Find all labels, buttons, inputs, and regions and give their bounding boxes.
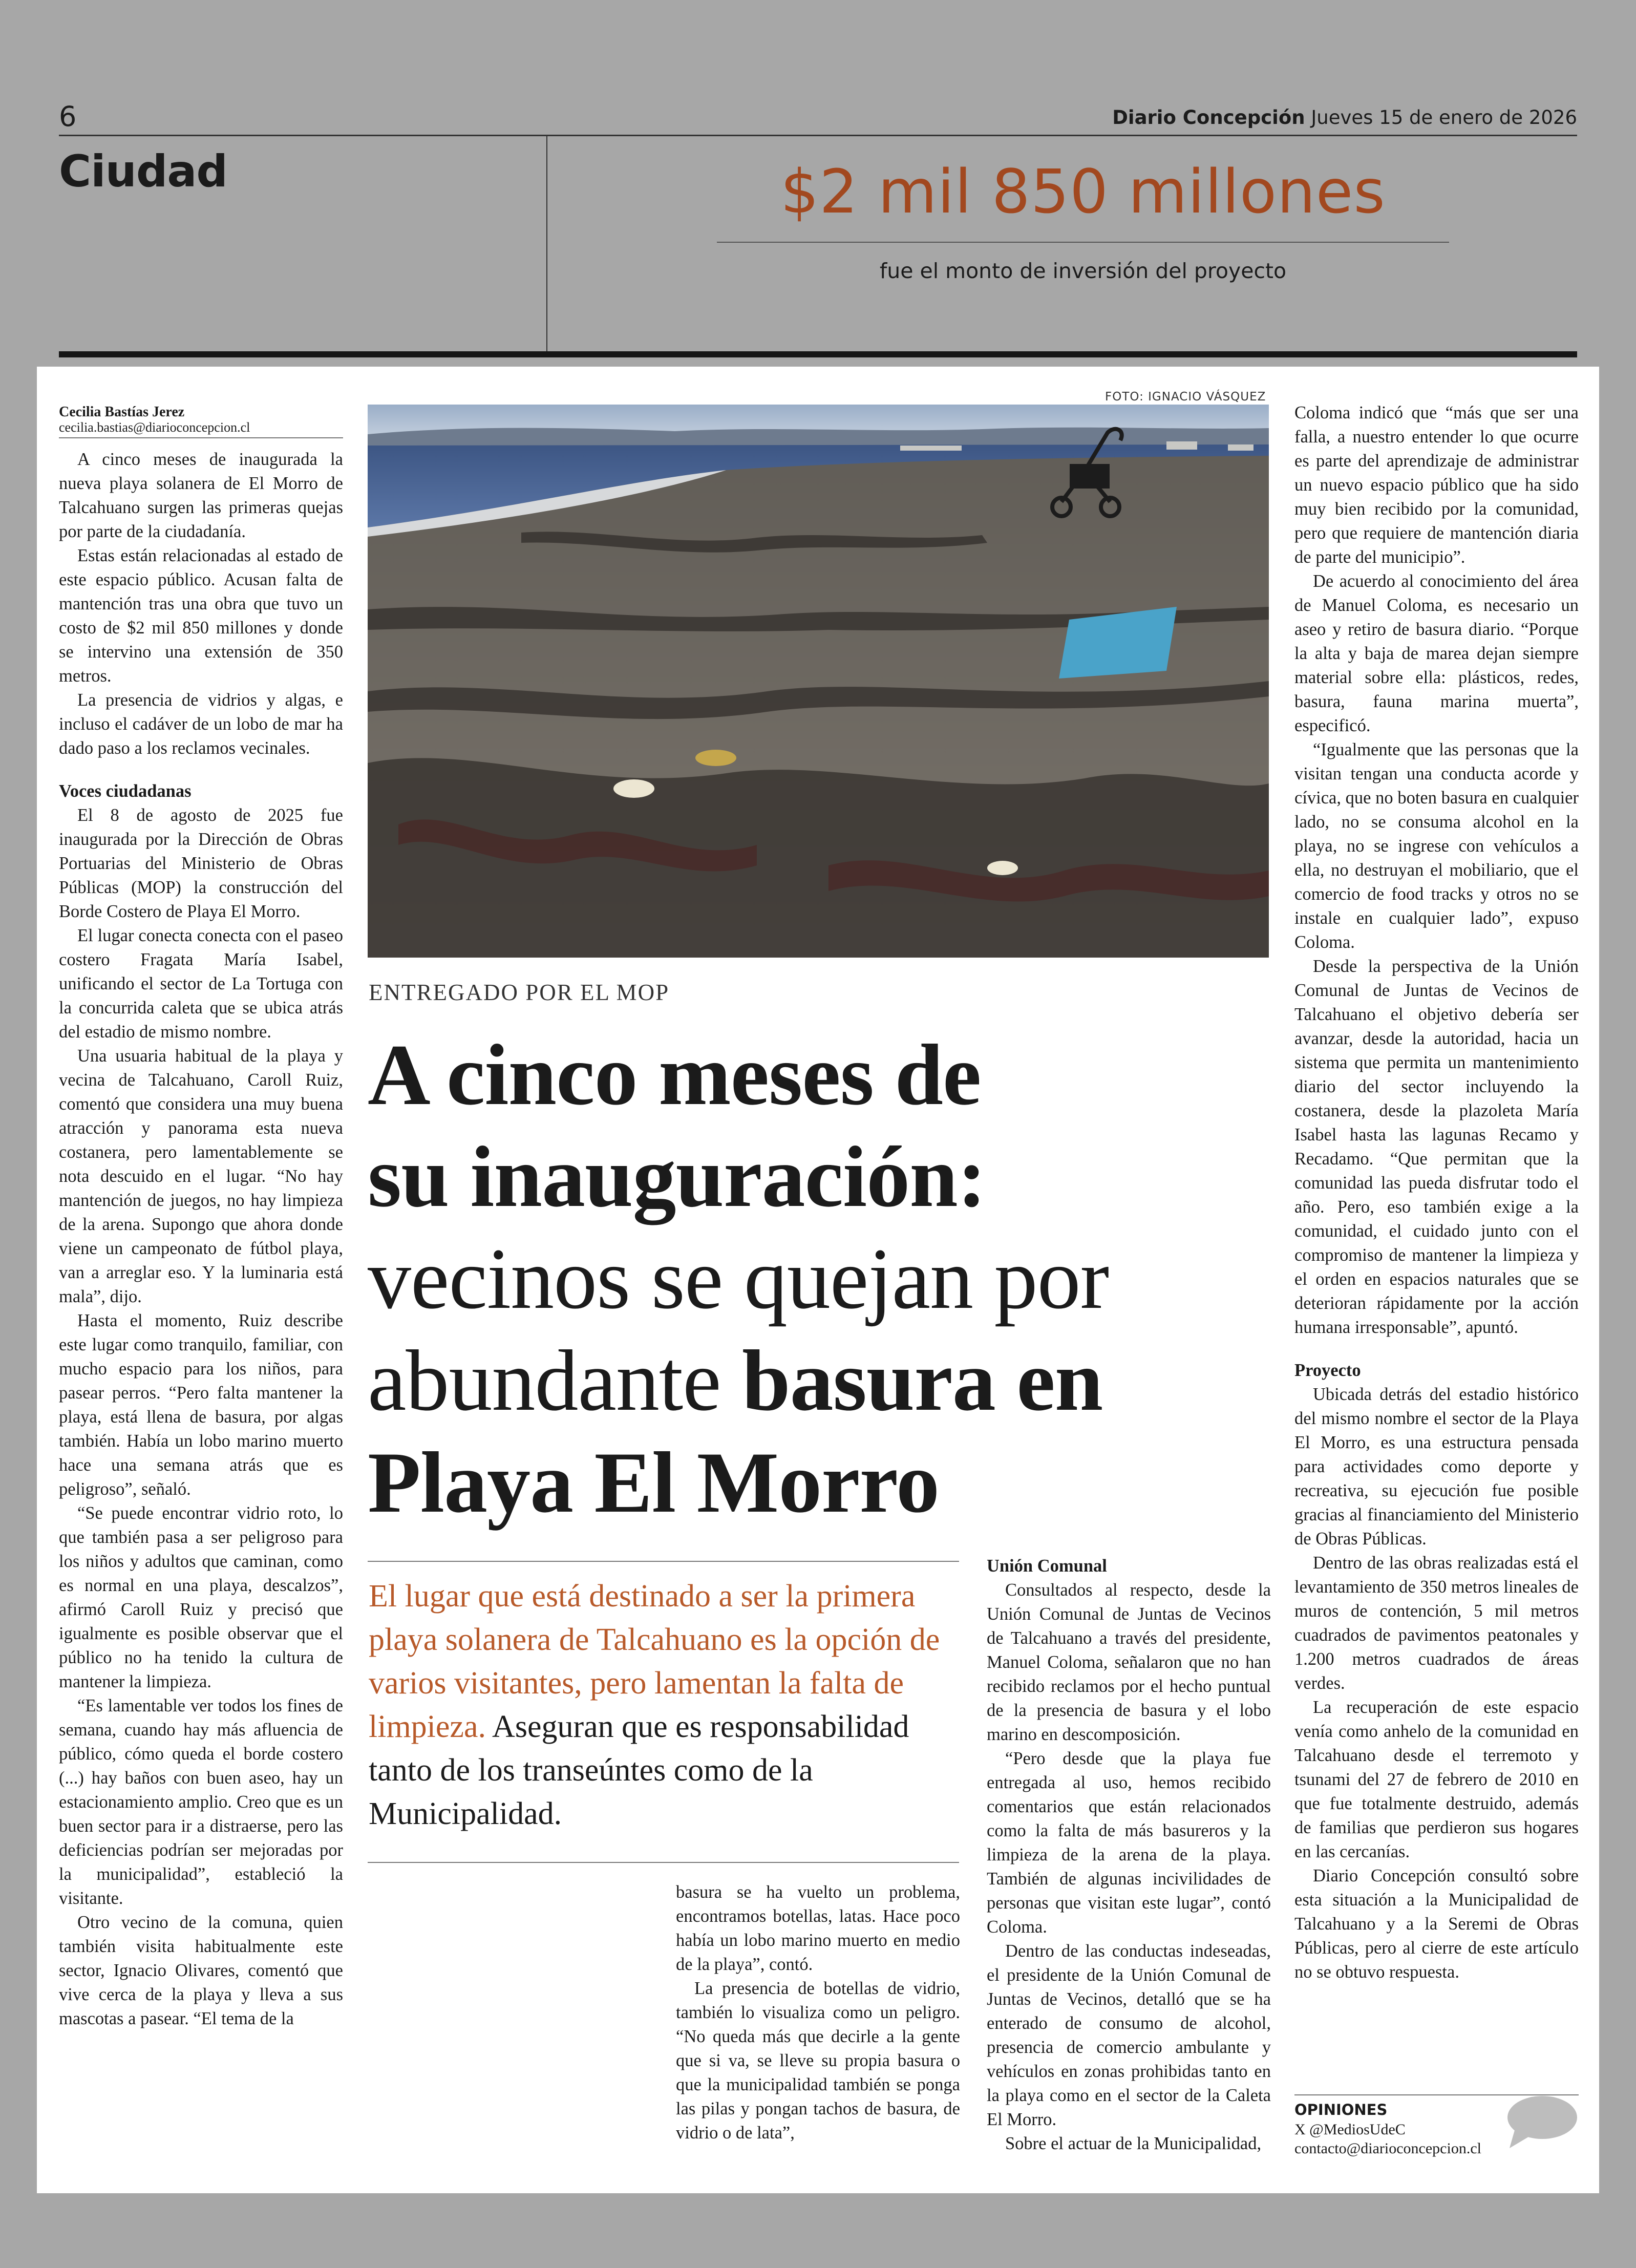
deck <box>369 1575 963 1836</box>
paragraph: “Pero desde que la playa fue entregada al uso, hemos recibido comentarios que están relacionados como la falta de más basureros y la limpieza de la arena de la playa. También de algunas incivilidades de personas que visitan este lugar”, contó Coloma. <box>987 1749 1271 1937</box>
speech-bubble-icon <box>1505 2094 1577 2153</box>
paragraph: Dentro de las conductas indeseadas, el presidente de la Unión Comunal de Juntas de Vecinos, detalló que se ha enterado de consumo de alcohol, presencia de comercio ambulante y vehículos en zonas prohibidas tanto en la playa como en el sector de la Caleta El Morro. <box>987 1941 1271 2129</box>
deck-highlight: El lugar que está destinado a ser la primera playa solanera de Talcahuano es la opción de varios visitantes, pero lamentan la falta de limpieza. <box>369 1579 940 1744</box>
section-title: Ciudad <box>59 146 227 197</box>
byline-email[interactable]: cecilia.bastias@diarioconcepcion.cl <box>59 420 343 438</box>
paragraph: La recuperación de este espacio venía como anhelo de la comunidad en Talcahuano desde el terremoto y tsunami del 27 de febrero de 2010 en que fue totalmente destruido, además de familias que perdieron sus hogares en las cercanías. <box>1294 1698 1579 1861</box>
headline-fragment: basura en <box>742 1332 1103 1429</box>
figure-rule <box>717 242 1449 243</box>
deck-top-rule <box>368 1561 959 1562</box>
paragraph: Otro vecino de la comuna, quien también visita habitualmente este sector, Ignacio Olivares, comentó que vive cerca de la playa y lleva a sus mascotas a pasear. “El tema de la <box>59 1913 343 2028</box>
highlight-figure: $2 mil 850 millones <box>780 156 1386 227</box>
paragraph: Sobre el actuar de la Municipalidad, <box>1005 2134 1262 2153</box>
paragraph: La presencia de botellas de vidrio, también lo visualiza como un peligro. “No queda más que decirle a la gente que si va, se lleve su propia basura o que la municipalidad también se ponga las pilas y pongan tachos de basura, de vidrio o de lata”, <box>676 1979 960 2143</box>
article-column-1 <box>59 405 343 2031</box>
paragraph: Dentro de las obras realizadas está el levantamiento de 350 metros lineales de muros de contención, 5 mil metros cuadrados de pavimentos peatonales y 1.200 metros cuadrados de áreas verdes. <box>1294 1553 1579 1693</box>
paragraph: Estas están relacionadas al estado de este espacio público. Acusan falta de mantención tras una obra que tuvo un costo de $2 mil 850 millones y donde se intervino una extensión de 350 metros. <box>59 546 343 686</box>
byline-author: Cecilia Bastías Jerez <box>59 404 185 420</box>
paragraph: Ubicada detrás del estadio histórico del mismo nombre el sector de la Playa El Morro, es una estructura pensada para actividades como deporte y recreativa, su ejecución fue posible gracias al financiamiento del Ministerio de Obras Públicas. <box>1294 1385 1579 1549</box>
headline <box>368 1024 1279 1534</box>
opinions-title: OPINIONES <box>1294 2101 1388 2118</box>
paragraph: La presencia de vidrios y algas, e incluso el cadáver de un lobo de mar ha dado paso a los reclamos vecinales. <box>59 690 343 758</box>
paragraph: basura se ha vuelto un problema, encontramos botellas, latas. Hace poco había un lobo marino muerto en medio de la playa”, contó. <box>676 1882 960 1974</box>
page-header <box>0 0 1636 358</box>
opinions-social[interactable]: X @MediosUdeC <box>1294 2121 1406 2138</box>
paragraph: Hasta el momento, Ruiz describe este lugar como tranquilo, familiar, con mucho espacio para los niños, para pasear perros. “Pero falta mantener la playa, está llena de basura, por algas también. Había un lobo marino muerto hace una semana atrás que es peligroso”, señaló. <box>59 1311 343 1499</box>
article-column-4 <box>1294 401 1579 1984</box>
header-rule <box>59 135 1577 136</box>
paragraph: “Se puede encontrar vidrio roto, lo que también pasa a ser peligroso para los niños y adultos que caminan, como es normal en una playa, descalzos”, afirmó Caroll Ruiz y precisó que igualmente es posible observar que el público no ha tenido la cultura de mantener la limpieza. <box>59 1503 343 1691</box>
paragraph: Una usuaria habitual de la playa y vecina de Talcahuano, Caroll Ruiz, comentó que considera una muy buena atracción y panorama esta nueva costanera, pero lamentablemente se nota descuido en el lugar. “No hay mantención de juegos, no hay limpieza de la arena. Supongo que ahora donde viene un campeonato de fútbol playa, van a arreglar eso. Y la luminaria está mala”, dijo. <box>59 1046 343 1306</box>
newspaper-name: Diario Concepción <box>1112 107 1305 129</box>
subheading: Unión Comunal <box>987 1556 1107 1576</box>
headline-line: su inauguración: <box>368 1129 986 1225</box>
paragraph: El lugar conecta conecta con el paseo costero Fragata María Isabel, unificando el sector de La Tortuga con la concurrida caleta que se ubica atrás del estadio de mismo nombre. <box>59 926 343 1042</box>
paragraph: De acuerdo al conocimiento del área de Manuel Coloma, es necesario un aseo y retiro de basura diario. “Porque la alta y baja de marea dejan siempre material sobre ella: plásticos, redes, basura, fauna marina muerta”, especificó. <box>1294 571 1579 735</box>
headline-line: A cinco meses de <box>368 1027 981 1123</box>
paragraph: El 8 de agosto de 2025 fue inaugurada por la Dirección de Obras Portuarias del Ministerio de Obras Públicas (MOP) la construcción del Borde Costero de Playa El Morro. <box>59 806 343 921</box>
headline-fragment: abundante <box>368 1332 742 1429</box>
article-column-2 <box>676 1880 960 2145</box>
paragraph: “Igualmente que las personas que la visitan tengan una conducta acorde y cívica, que no boten basura en cualquier lado, no se consuma alcohol en la playa, no se ingrese con vehículos a ella, no destruyan el mobiliario, que el comercio de food tracks y otros no se instale en cualquier lado”, expuso Coloma. <box>1294 740 1579 952</box>
issue-date: Jueves 15 de enero de 2026 <box>1311 107 1577 129</box>
photo-credit: FOTO: IGNACIO VÁSQUEZ <box>1105 390 1266 404</box>
header-divider <box>546 136 547 351</box>
deck-text: Aseguran que es responsabilidad tanto de los transeúntes como de la Municipalidad. <box>369 1709 909 1831</box>
subheading: Proyecto <box>1294 1361 1361 1380</box>
dateline <box>1112 107 1577 129</box>
paragraph: Consultados al respecto, desde la Unión Comunal de Juntas de Vecinos de Talcahuano a través del presidente, Manuel Coloma, señalaron que no han recibido reclamos por el hecho puntual de la presencia de basura y el lobo marino en descomposición. <box>987 1580 1271 1744</box>
paragraph: Desde la perspectiva de la Unión Comunal de Juntas de Vecinos de Talcahuano el objetivo debería ser avanzar, desde la autoridad, hacia un sistema que permita un mantenimiento diario del sector incluyendo la costanera, desde la plazoleta María Isabel hasta las lagunas Recamo y Recadamo. “Que permitan que la comunidad las pueda disfrutar todo el año. Pero, eso también exige a la comunidad, el cuidado junto con el compromiso de mantener la limpieza y el orden en espacios naturales que se deterioran rápidamente por la acción humana irresponsable”, apuntó. <box>1294 957 1579 1337</box>
header-thick-rule <box>59 351 1577 357</box>
paragraph: A cinco meses de inaugurada la nueva playa solanera de El Morro de Talcahuano surgen las primeras quejas por parte de la ciudadanía. <box>59 450 343 541</box>
headline-line: vecinos se quejan por <box>368 1231 1109 1327</box>
article-column-3 <box>987 1554 1271 2156</box>
kicker: ENTREGADO POR EL MOP <box>369 980 670 1005</box>
page-number: 6 <box>59 100 77 133</box>
headline-line <box>368 1330 1279 1432</box>
opinions-email[interactable]: contacto@diarioconcepcion.cl <box>1294 2140 1481 2157</box>
figure-caption: fue el monto de inversión del proyecto <box>879 259 1287 283</box>
paragraph: “Es lamentable ver todos los fines de semana, cuando hay más afluencia de público, cómo queda el borde costero (...) hay baños con buen aseo, hay un estacionamiento amplio. Creo que es un buen sector para ir a distraerse, pero las deficiencias podrían ser mejoradas por la municipalidad”, estableció la visitante. <box>59 1696 343 1908</box>
paragraph: Coloma indicó que “más que ser una falla, a nuestro entender lo que ocurre es parte del aprendizaje de administrar un nuevo espacio público que ha sido muy bien recibido por la comunidad, pero que requiere de mantención diaria de parte del municipio”. <box>1294 403 1579 567</box>
beach-photo <box>368 405 1269 958</box>
subheading: Voces ciudadanas <box>59 781 192 801</box>
deck-bottom-rule <box>368 1862 959 1863</box>
headline-line: Playa El Morro <box>368 1434 939 1531</box>
paragraph: Diario Concepción consultó sobre esta situación a la Municipalidad de Talcahuano y a la Seremi de Obras Públicas, pero al cierre de este artículo no se obtuvo respuesta. <box>1294 1866 1579 1982</box>
